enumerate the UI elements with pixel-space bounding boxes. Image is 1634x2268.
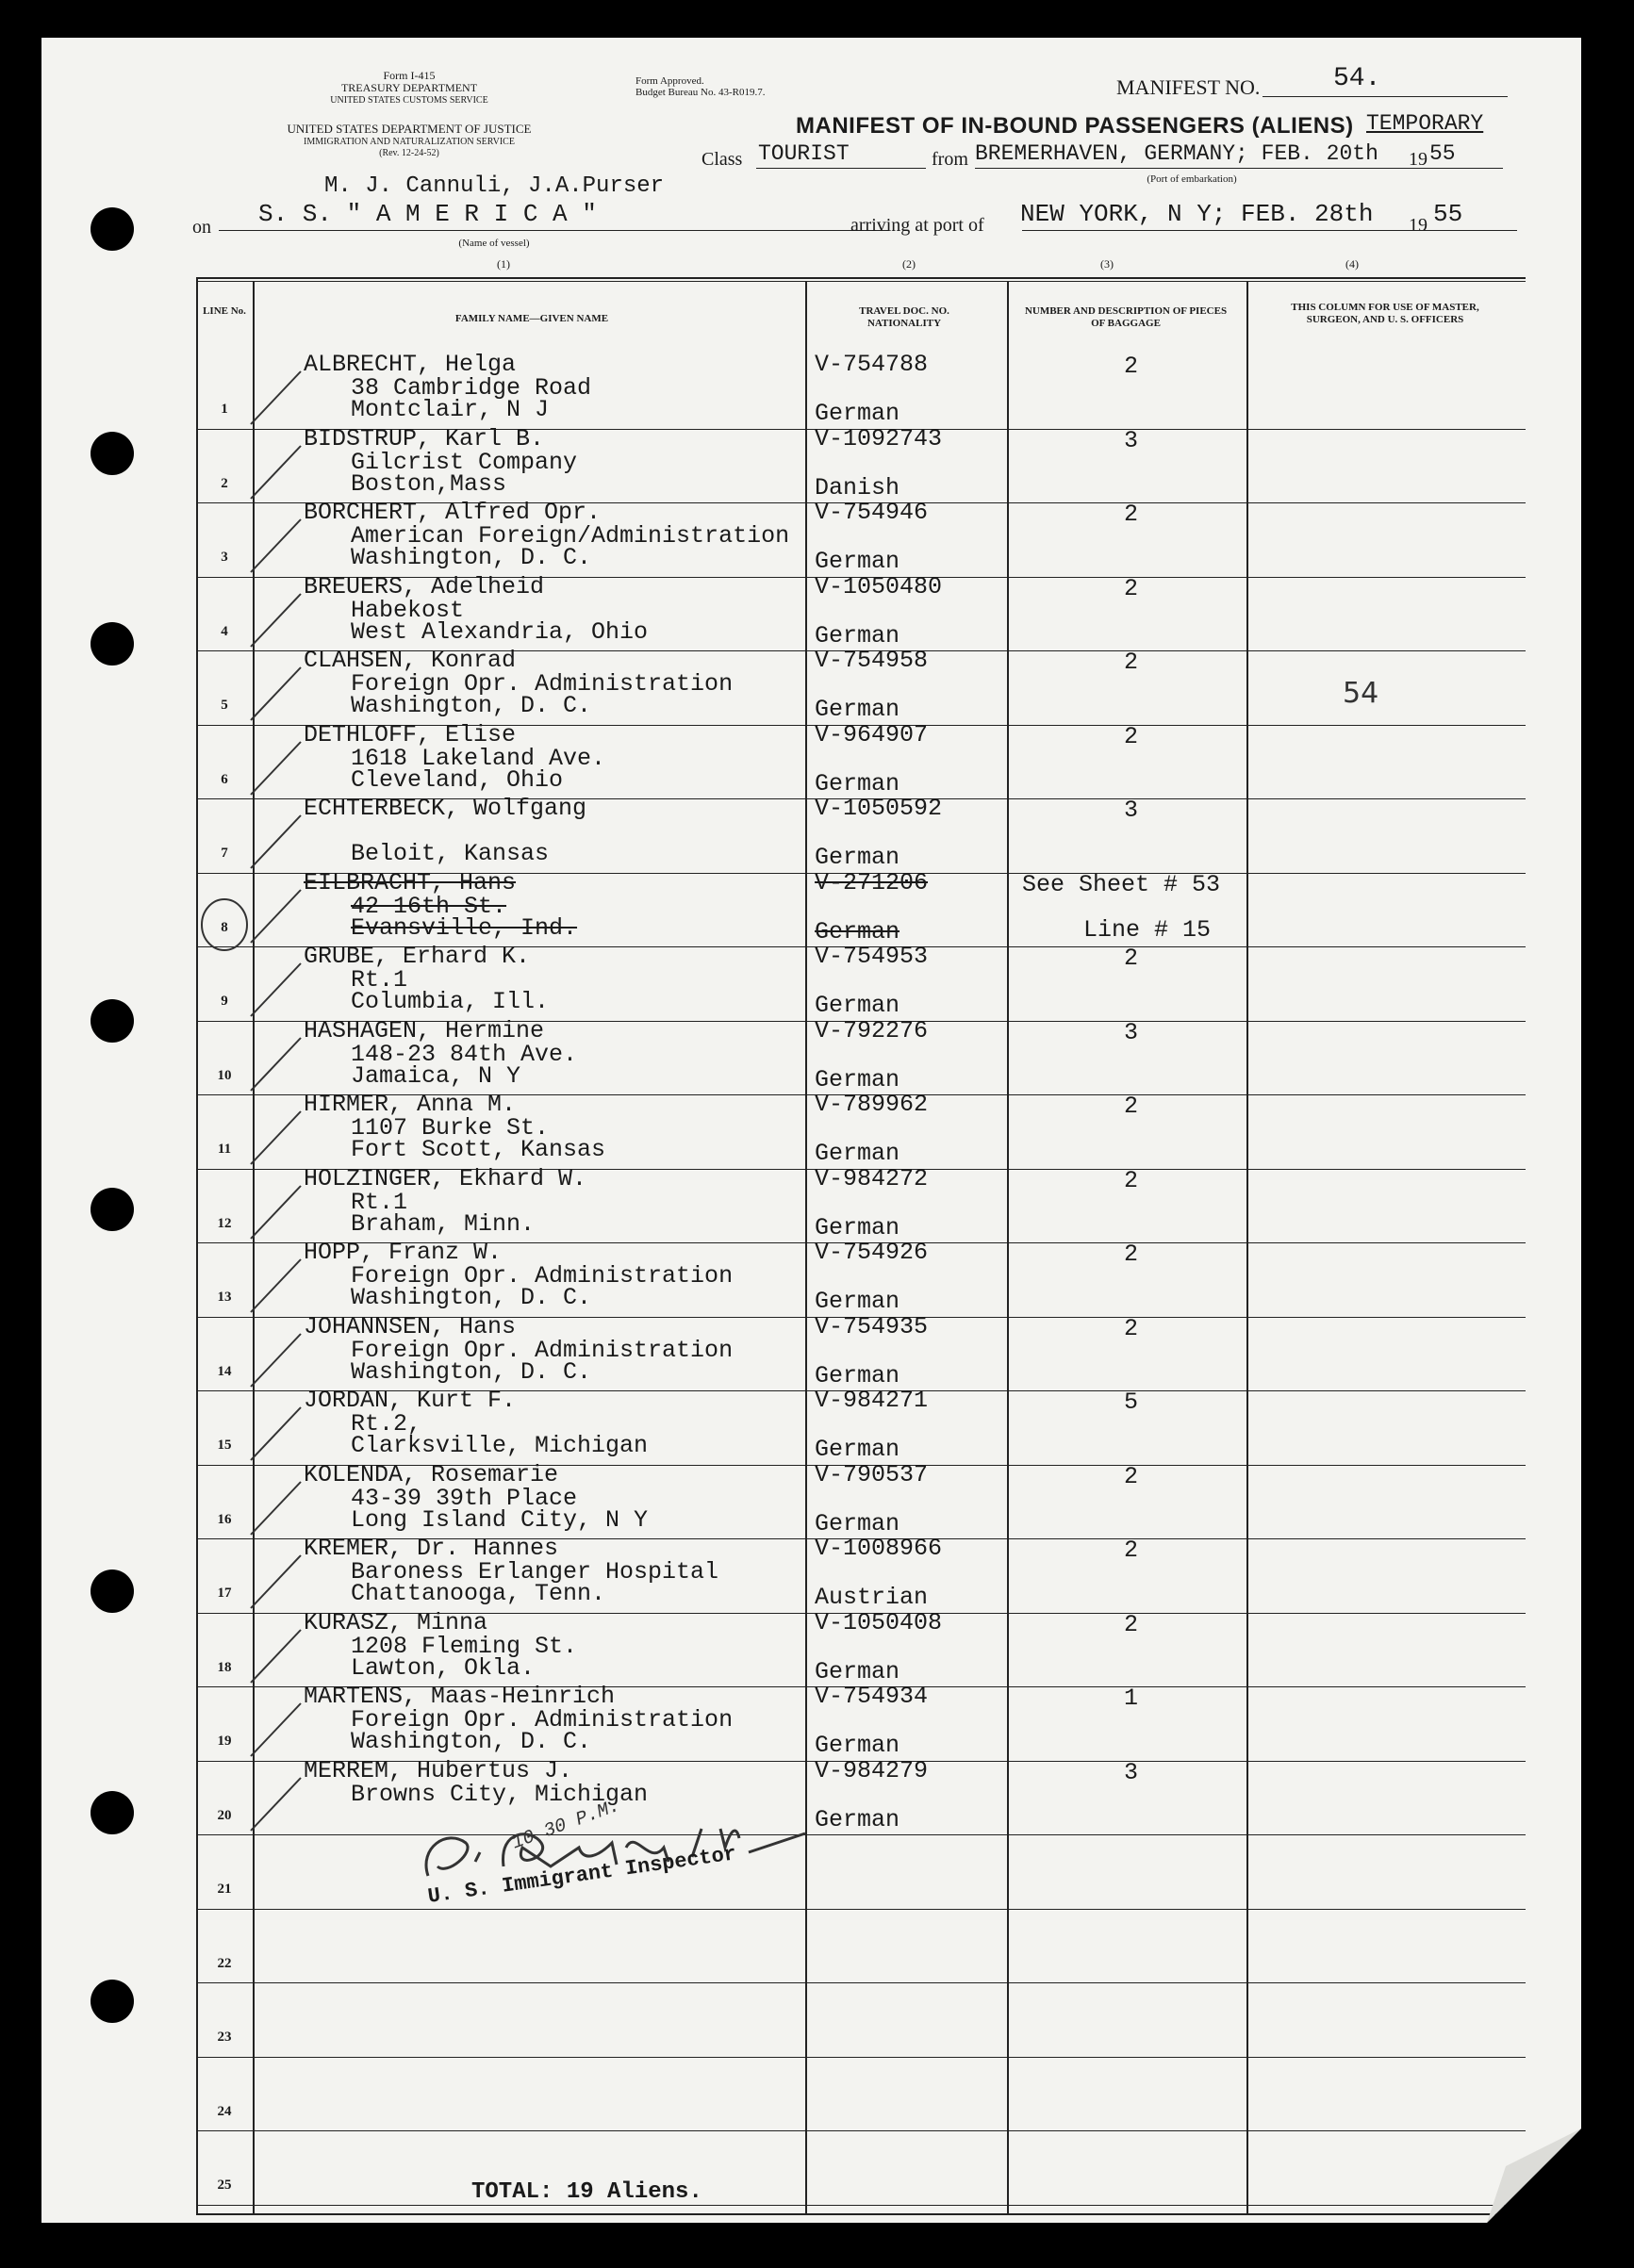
baggage-count: 2 xyxy=(1124,1610,1139,1638)
baggage-count: 3 xyxy=(1124,1758,1139,1786)
punch-hole xyxy=(91,432,134,475)
check-mark xyxy=(249,1622,305,1688)
baggage-count: 2 xyxy=(1124,353,1139,380)
passenger-address-2: Lawton, Okla. xyxy=(351,1653,536,1682)
col-header-baggage: NUMBER AND DESCRIPTION OF PIECES OF BAGGAGE xyxy=(1024,305,1228,329)
passenger-address-2: Columbia, Ill. xyxy=(351,988,550,1015)
vessel-name: S. S. " A M E R I C A " xyxy=(258,200,597,228)
passenger-address-1: Rt.1 xyxy=(351,1188,408,1216)
nationality: German xyxy=(815,1140,900,1167)
check-mark xyxy=(249,882,305,948)
passenger-address-2: Clarksville, Michigan xyxy=(351,1432,649,1459)
passenger-name: CLAHSEN, Konrad xyxy=(304,647,517,674)
passenger-address-1: Foreign Opr. Administration xyxy=(351,1336,734,1364)
travel-doc-no: V-789962 xyxy=(815,1091,929,1118)
total-aliens: TOTAL: 19 Aliens. xyxy=(471,2179,702,2205)
line-number: 16 xyxy=(217,1511,232,1527)
col-number-4: (4) xyxy=(1345,257,1359,271)
manifest-title: MANIFEST OF IN-BOUND PASSENGERS (ALIENS) xyxy=(796,113,1354,139)
nationality: Danish xyxy=(815,473,900,501)
check-mark xyxy=(249,364,305,430)
budget-bureau: Budget Bureau No. 43-R019.7. xyxy=(635,87,766,98)
line-number: 5 xyxy=(221,698,228,713)
line-number: 24 xyxy=(217,2103,232,2119)
passenger-name: GRUBE, Erhard K. xyxy=(304,943,531,970)
class-label: Class xyxy=(701,149,743,170)
check-mark xyxy=(249,512,305,578)
inspector-title: U. S. Immigrant Inspector xyxy=(426,1842,738,1909)
col-header-doc: TRAVEL DOC. NO. NATIONALITY xyxy=(859,305,949,329)
passenger-address-1: 1107 Burke St. xyxy=(351,1114,550,1142)
travel-doc-no: V-790537 xyxy=(815,1460,929,1488)
passenger-address-1: Browns City, Michigan xyxy=(351,1780,649,1808)
travel-doc-no: V-754788 xyxy=(815,351,929,378)
line-number: 1 xyxy=(221,402,228,417)
travel-doc-no: V-1050408 xyxy=(815,1608,943,1636)
row-divider xyxy=(196,2130,1526,2131)
passenger-address-1: American Foreign/Administration xyxy=(351,522,790,550)
baggage-count: 2 xyxy=(1124,649,1139,676)
passenger-name: MARTENS, Maas-Heinrich xyxy=(304,1683,616,1710)
nationality: German xyxy=(815,1436,900,1463)
baggage-count: 2 xyxy=(1124,1241,1139,1268)
travel-doc-no: V-754953 xyxy=(815,943,929,970)
travel-doc-no: V-984272 xyxy=(815,1164,929,1192)
baggage-count: 2 xyxy=(1124,574,1139,602)
line-number: 14 xyxy=(217,1363,232,1379)
passenger-address-2: Chattanooga, Tenn. xyxy=(351,1580,606,1607)
line-number: 2 xyxy=(221,475,228,491)
passenger-address-1: Foreign Opr. Administration xyxy=(351,670,734,698)
travel-doc-no: V-984279 xyxy=(815,1756,929,1784)
line-number: 8 xyxy=(221,919,228,935)
passenger-address-2: Evansville, Ind. xyxy=(351,913,578,942)
passenger-address-2: Washington, D. C. xyxy=(351,1357,592,1386)
check-mark xyxy=(249,1326,305,1392)
nationality: German xyxy=(815,769,900,797)
nationality: German xyxy=(815,1805,900,1833)
passenger-name: MERREM, Hubertus J. xyxy=(304,1756,573,1784)
arrival-year-prefix: 19 xyxy=(1409,215,1428,236)
passenger-address-1: Rt.2, xyxy=(351,1410,422,1438)
manifest-sheet xyxy=(41,38,1581,2223)
travel-doc-no: V-754926 xyxy=(815,1239,929,1266)
customs-service: UNITED STATES CUSTOMS SERVICE xyxy=(330,95,488,106)
baggage-count: 2 xyxy=(1124,1537,1139,1564)
travel-doc-no: V-984271 xyxy=(815,1387,929,1414)
passenger-address-2: Washington, D. C. xyxy=(351,544,592,571)
passenger-name: ALBRECHT, Helga xyxy=(304,351,517,378)
arrival-value: NEW YORK, N Y; FEB. 28th xyxy=(1020,200,1374,228)
passenger-name: KREMER, Dr. Hannes xyxy=(304,1535,559,1562)
baggage-count: 2 xyxy=(1124,1166,1139,1194)
passenger-address-1: 43-39 39th Place xyxy=(351,1484,578,1512)
nationality: German xyxy=(815,1065,900,1093)
travel-doc-no: V-1008966 xyxy=(815,1535,943,1562)
passenger-address-1: Foreign Opr. Administration xyxy=(351,1262,734,1290)
passenger-address-1: 1208 Fleming St. xyxy=(351,1632,578,1660)
baggage-count: 2 xyxy=(1124,501,1139,528)
line-number: 23 xyxy=(217,2030,232,2045)
passenger-address-2: Braham, Minn. xyxy=(351,1209,536,1238)
passenger-address-1: 38 Cambridge Road xyxy=(351,374,592,402)
passenger-name: HOPP, Franz W. xyxy=(304,1239,503,1266)
passenger-address-1: Habekost xyxy=(351,596,465,624)
col4-note: 54 xyxy=(1343,677,1379,710)
travel-doc-no: V-792276 xyxy=(815,1016,929,1044)
nationality: German xyxy=(815,917,900,945)
nationality: German xyxy=(815,1657,900,1685)
travel-doc-no: V-1050592 xyxy=(815,795,943,822)
manifest-type: TEMPORARY xyxy=(1366,111,1484,136)
passenger-address-2: Long Island City, N Y xyxy=(351,1505,649,1534)
nationality: German xyxy=(815,1509,900,1537)
class-value: TOURIST xyxy=(758,141,850,166)
line-number: 19 xyxy=(217,1734,232,1749)
passenger-address-2: Montclair, N J xyxy=(351,396,550,423)
punch-hole xyxy=(91,207,134,251)
nationality: German xyxy=(815,400,900,427)
nationality: German xyxy=(815,1361,900,1389)
passenger-address-2: Jamaica, N Y xyxy=(351,1061,521,1090)
nationality: German xyxy=(815,548,900,575)
signature-time: 10 30 P.M. xyxy=(509,1795,623,1855)
line-number: 17 xyxy=(217,1586,232,1601)
arrival-year: 55 xyxy=(1433,200,1463,228)
nationality: German xyxy=(815,844,900,871)
manifest-no-value: 54. xyxy=(1333,64,1381,93)
passenger-name: BIDSTRUP, Karl B. xyxy=(304,424,545,452)
passenger-name: KURASZ, Minna xyxy=(304,1608,488,1636)
arriving-label: arriving at port of xyxy=(850,215,984,236)
passenger-address-2: Cleveland, Ohio xyxy=(351,765,564,794)
from-year-prefix: 19 xyxy=(1409,149,1428,170)
passenger-name: BORCHERT, Alfred Opr. xyxy=(304,499,602,526)
check-mark xyxy=(249,438,305,504)
check-mark xyxy=(249,1104,305,1170)
line-number: 13 xyxy=(217,1290,232,1305)
circled-line-marker xyxy=(198,896,251,953)
passenger-name: KOLENDA, Rosemarie xyxy=(304,1460,559,1488)
check-mark xyxy=(249,1400,305,1466)
punch-hole xyxy=(91,1570,134,1613)
check-mark xyxy=(249,1030,305,1096)
line-number: 15 xyxy=(217,1438,232,1453)
from-value: BREMERHAVEN, GERMANY; FEB. 20th xyxy=(975,141,1378,166)
check-mark xyxy=(249,1548,305,1614)
col-number-1: (1) xyxy=(497,257,510,271)
passenger-name: HASHAGEN, Hermine xyxy=(304,1016,545,1044)
passenger-name: BREUERS, Adelheid xyxy=(304,572,545,600)
nationality: German xyxy=(815,1213,900,1241)
col-header-name: FAMILY NAME—GIVEN NAME xyxy=(454,313,609,324)
line-number: 11 xyxy=(217,1142,232,1157)
passenger-address-2: West Alexandria, Ohio xyxy=(351,617,649,646)
line-number: 4 xyxy=(221,623,228,639)
passenger-address-1: 1618 Lakeland Ave. xyxy=(351,744,606,772)
punch-hole xyxy=(91,622,134,666)
row-divider xyxy=(196,2205,1526,2206)
passenger-address-2: Beloit, Kansas xyxy=(351,840,550,867)
passenger-address-2: Washington, D. C. xyxy=(351,1284,592,1311)
baggage-count: 2 xyxy=(1124,1093,1139,1120)
travel-doc-no: V-754934 xyxy=(815,1683,929,1710)
line-number: 7 xyxy=(221,846,228,861)
travel-doc-no: V-754946 xyxy=(815,499,929,526)
officers: M. J. Cannuli, J.A.Purser xyxy=(324,173,665,199)
manifest-no-label: MANIFEST NO. xyxy=(1116,75,1261,99)
baggage-count: 2 xyxy=(1124,945,1139,972)
form-approved: Form Approved. xyxy=(635,75,704,87)
nationality: German xyxy=(815,621,900,649)
passenger-name: JOHANNSEN, Hans xyxy=(304,1312,517,1340)
check-mark xyxy=(249,1770,305,1836)
justice-dept: UNITED STATES DEPARTMENT OF JUSTICE xyxy=(287,122,532,136)
from-year: 55 xyxy=(1429,141,1456,166)
passenger-name: HOLZINGER, Ekhard W. xyxy=(304,1164,587,1192)
passenger-address-1: Baroness Erlanger Hospital xyxy=(351,1558,719,1586)
on-label: on xyxy=(192,217,211,238)
check-mark xyxy=(249,808,305,874)
travel-doc-no: V-754935 xyxy=(815,1312,929,1340)
check-mark xyxy=(249,1252,305,1318)
baggage-count: 3 xyxy=(1124,797,1139,824)
travel-doc-no: V-964907 xyxy=(815,720,929,748)
form-number: Form I-415 xyxy=(383,69,436,82)
nationality: German xyxy=(815,1732,900,1759)
line-number: 10 xyxy=(217,1067,232,1083)
baggage-count: 3 xyxy=(1124,1018,1139,1046)
line-number: 18 xyxy=(217,1659,232,1675)
passenger-name: ECHTERBECK, Wolfgang xyxy=(304,795,587,822)
nationality: German xyxy=(815,992,900,1019)
punch-hole xyxy=(91,999,134,1043)
baggage-reference-line: Line # 15 xyxy=(1083,915,1212,944)
nationality: German xyxy=(815,696,900,723)
check-mark xyxy=(249,660,305,726)
col-header-line: LINE No. xyxy=(203,305,246,317)
row-divider xyxy=(196,2057,1526,2058)
passenger-address-2: Boston,Mass xyxy=(351,469,507,498)
passenger-address-1: 42 16th St. xyxy=(351,892,507,920)
row-divider xyxy=(196,1909,1526,1910)
check-mark xyxy=(249,586,305,652)
baggage-count: 2 xyxy=(1124,1314,1139,1342)
travel-doc-no: V-754958 xyxy=(815,647,929,674)
check-mark xyxy=(249,734,305,800)
baggage-count: 3 xyxy=(1124,426,1139,454)
folded-corner xyxy=(1487,2128,1581,2223)
line-number: 12 xyxy=(217,1215,232,1231)
punch-hole xyxy=(91,1980,134,2023)
passenger-address-1: 148-23 84th Ave. xyxy=(351,1040,578,1068)
check-mark xyxy=(249,1696,305,1762)
treasury-dept: TREASURY DEPARTMENT xyxy=(340,81,478,94)
line-number: 21 xyxy=(217,1882,232,1897)
passenger-name: HIRMER, Anna M. xyxy=(304,1091,517,1118)
port-embarkation-caption: (Port of embarkation) xyxy=(1147,173,1237,185)
col-number-3: (3) xyxy=(1100,257,1114,271)
nationality: German xyxy=(815,1288,900,1315)
vessel-caption: (Name of vessel) xyxy=(458,238,530,249)
passenger-address-2: Fort Scott, Kansas xyxy=(351,1136,606,1163)
passenger-address-2: Washington, D. C. xyxy=(351,692,592,719)
punch-hole xyxy=(91,1188,134,1231)
punch-hole xyxy=(91,1791,134,1834)
from-label: from xyxy=(932,149,968,170)
line-number: 25 xyxy=(217,2178,232,2193)
passenger-address-1: Foreign Opr. Administration xyxy=(351,1706,734,1734)
row-divider xyxy=(196,1982,1526,1983)
baggage-count: 2 xyxy=(1124,1462,1139,1490)
baggage-count: 2 xyxy=(1124,722,1139,750)
check-mark xyxy=(249,956,305,1022)
line-number: 20 xyxy=(217,1807,232,1823)
line-number: 9 xyxy=(221,994,228,1009)
baggage-reference: See Sheet # 53 xyxy=(1022,870,1221,898)
nationality: Austrian xyxy=(815,1584,929,1611)
line-number: 6 xyxy=(221,771,228,787)
passenger-name: DETHLOFF, Elise xyxy=(304,720,517,748)
passenger-address-2: Washington, D. C. xyxy=(351,1728,592,1755)
passenger-name: JORDAN, Kurt F. xyxy=(304,1387,517,1414)
check-mark xyxy=(249,1178,305,1244)
ins-service: IMMIGRATION AND NATURALIZATION SERVICE xyxy=(304,137,515,147)
passenger-address-1: Rt.1 xyxy=(351,966,408,994)
passenger-address-1: Gilcrist Company xyxy=(351,448,578,476)
baggage-count: 5 xyxy=(1124,1389,1139,1416)
travel-doc-no: V-1092743 xyxy=(815,424,943,452)
form-revision: (Rev. 12-24-52) xyxy=(379,148,439,158)
col-header-officers: THIS COLUMN FOR USE OF MASTER, SURGEON, AND U. S. OFFICERS xyxy=(1291,302,1479,325)
line-number: 3 xyxy=(221,550,228,565)
travel-doc-no: V-271206 xyxy=(815,868,929,896)
travel-doc-no: V-1050480 xyxy=(815,572,943,600)
line-number: 22 xyxy=(217,1955,232,1971)
passenger-name: EILBRACHT, Hans xyxy=(304,868,517,896)
baggage-count: 1 xyxy=(1124,1685,1139,1712)
check-mark xyxy=(249,1474,305,1540)
col-number-2: (2) xyxy=(902,257,916,271)
